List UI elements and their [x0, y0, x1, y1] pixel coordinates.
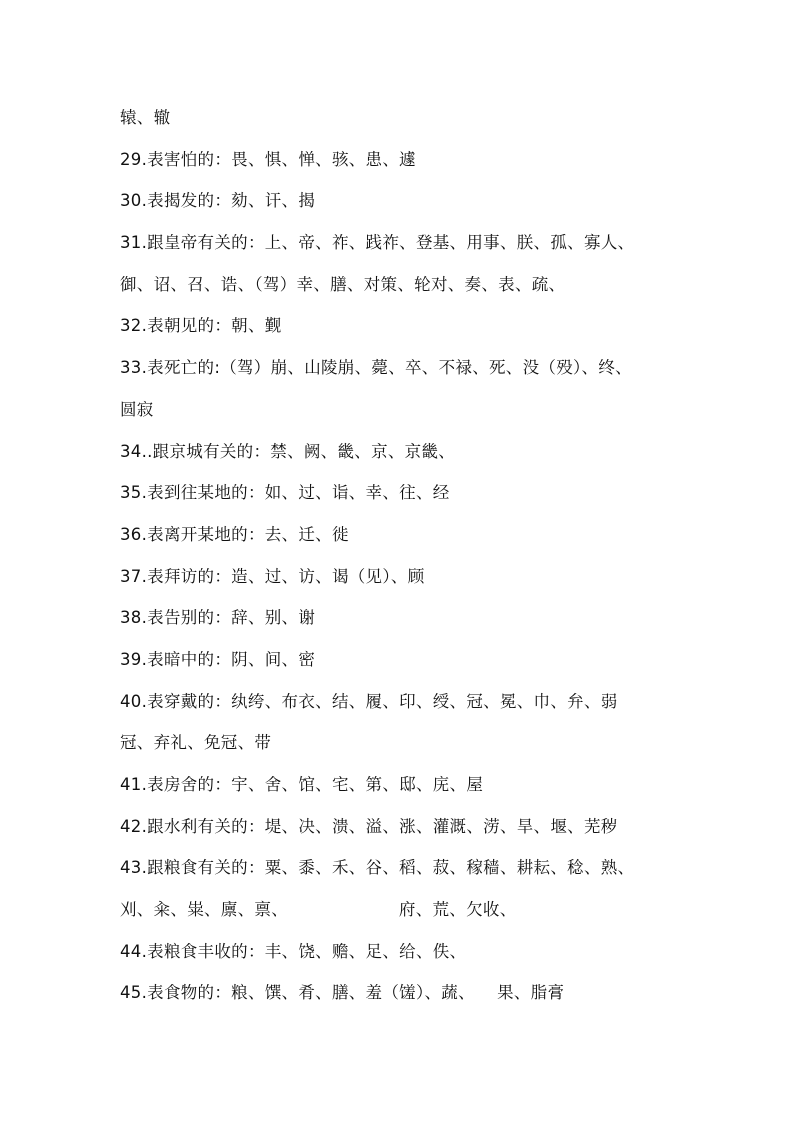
text-line: 39.表暗中的：阴、间、密 — [120, 649, 316, 669]
text-line: 30.表揭发的：劾、讦、揭 — [120, 191, 316, 211]
text-line: 31.跟皇帝有关的：上、帝、祚、践祚、登基、用事、朕、孤、寡人、 — [120, 233, 635, 253]
text-line: 37.表拜访的：造、过、访、谒（见）、顾 — [120, 566, 425, 586]
text-line: 42.跟水利有关的：堤、决、溃、溢、涨、灌溉、涝、旱、堰、芜秽 — [120, 816, 618, 836]
text-line: 34..跟京城有关的：禁、阙、畿、京、京畿、 — [120, 441, 456, 461]
text-line: 刈、籴、粜、廪、禀、 府、荒、欠收、 — [120, 900, 517, 920]
text-line: 圆寂 — [120, 399, 154, 419]
text-line: 40.表穿戴的：纨绔、布衣、结、履、印、绶、冠、冕、巾、弁、弱 — [120, 691, 618, 711]
text-line: 38.表告别的：辞、别、谢 — [120, 608, 316, 628]
text-line: 辕、辙 — [120, 108, 171, 127]
text-line: 32.表朝见的：朝、觐 — [120, 316, 282, 336]
text-line: 33.表死亡的:（驾）崩、山陵崩、薨、卒、不禄、死、没（殁）、终、 — [120, 358, 632, 378]
text-line: 29.表害怕的：畏、惧、惮、骇、患、遽 — [120, 149, 416, 169]
text-line: 43.跟粮食有关的：粟、黍、禾、谷、稻、菽、稼穑、耕耘、稔、熟、 — [120, 858, 635, 878]
text-line: 御、诏、召、诰、（驾）幸、膳、对策、轮对、奏、表、疏、 — [120, 274, 566, 294]
text-line: 36.表离开某地的：去、迁、徙 — [120, 524, 349, 544]
text-line: 冠、弃礼、免冠、带 — [120, 733, 272, 753]
text-body — [120, 104, 720, 1021]
text-line: 45.表食物的：粮、馔、肴、膳、羞（馐）、蔬、 果、脂膏 — [120, 983, 565, 1003]
text-line: 44.表粮食丰收的：丰、饶、赡、足、给、佚、 — [120, 941, 467, 961]
text-line: 35.表到往某地的：如、过、诣、幸、往、经 — [120, 483, 450, 503]
text-line: 41.表房舍的：宇、舍、馆、宅、第、邸、庑、屋 — [120, 775, 484, 794]
